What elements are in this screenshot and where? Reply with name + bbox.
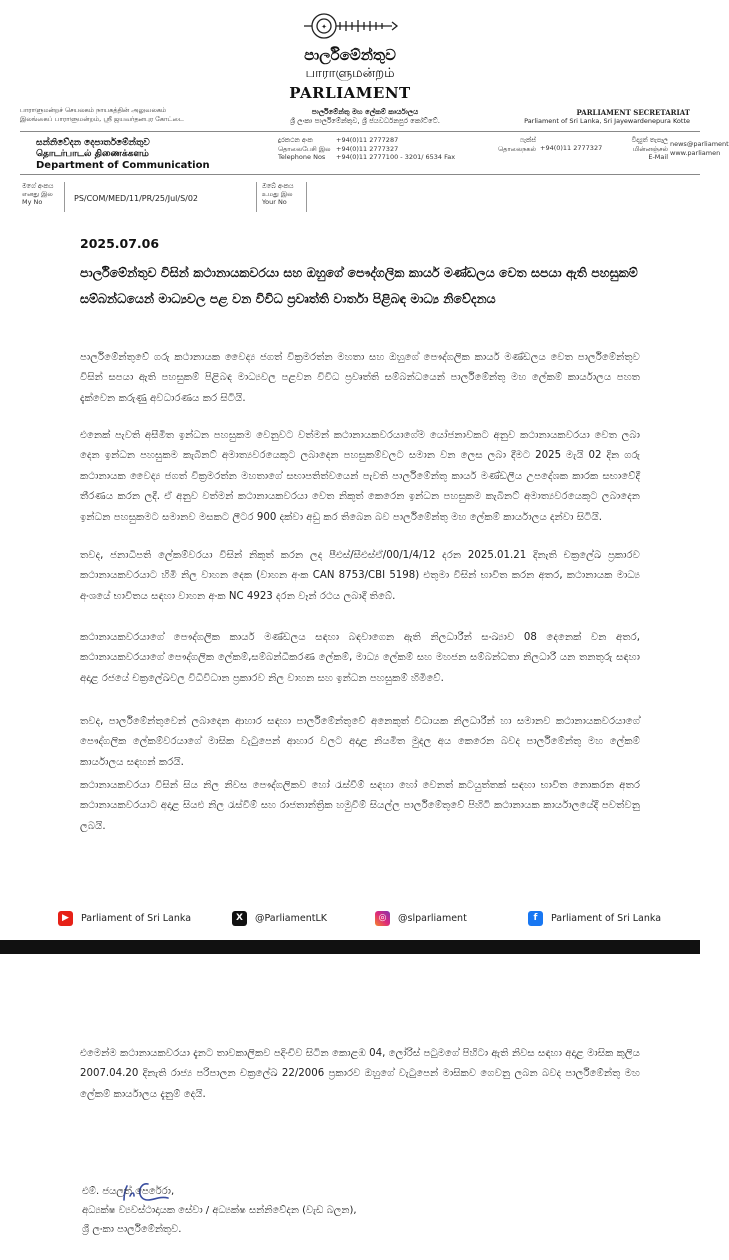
social-x[interactable] bbox=[232, 910, 327, 926]
paragraph-6: කථානායකවරයා විසින් සිය නිල නිවස පෞද්ගලිකව හෝ රැස්වීම් සඳහා හෝ වෙනත් කටයුත්තක් සඳහා භාවිත නොකරන අතර කථානායකවරයාට අදාළ සියළු නිල රැස්වීම් සහ රාජතාන්ත්‍රික හමුවීම් සියල්ල පාර්ලිමේතුවේ පිහිටි කථානායක කාර්යාලයේදී පවත්වනු ලබයි. bbox=[80, 780, 640, 832]
paragraph-5: තවද, පාර්ලිමේන්තුවෙන් ලබාදෙන ආහාර සඳහා පාර්ලිමේන්තුවේ අනෙකුත් විධායක නිලධාරීන් හා සමානව කථානායකවරයාගේ පෞද්ගලික ලේකම්වරයාගේ මාසික වැටුපෙන් ආහාර වලට අදාළ නියමිත මුදල අය කෙරෙන බවද පාර්ලිමේන්තු මහ ලේකම් කාර්යාලය සඳහන් කරයි. bbox=[80, 716, 640, 768]
paragraph-2: එනෙක් පැවති අසීමිත ඉන්ධන පහසුකම වෙනුවට වත්මන් කථානායකවරයාගේම යෝජනාවකට අනුව කථානායකවරයා වෙත ලබා දෙන ඉන්ධන පහසුකම කැබිනට් අමාත්‍යවරයෙකුට ලබාදෙන පහසුකම්වලට සමාන වන ලෙස ලබා දීමට 2025 මැයි 02 දින ගරු කථානායක වෛද්‍ය ජගත් වික්‍රමරත්න මහතාගේ සභාපතිත්වයෙන් පැවති පාර්ලිමේන්තු කාර්ය මණ්ඩලීය උපදේශක කාරක සභාවේදී තීරණය කරන ලදී. ඒ අනුව වත්මන් කථානායකවරයා වෙත නිකුත් කෙරෙන ඉන්ධන පහසුකම කැබිනට් අමාත්‍යවරයෙකුට ලබාදෙන ඉන්ධන පහසුකමට සමානව මසකට ලීටර 900 දක්වා අඩු කර තිබෙන බව පාර්ලිමේන්තු මහ ලේකම් කාර්යාලය දන්වා සිටියි. bbox=[80, 430, 640, 523]
telephone-label-ta: தொலைபேசி இல bbox=[278, 144, 331, 153]
telephone-2: +94(0)11 2777327 bbox=[336, 144, 399, 153]
paragraph-3: තවද, ජනාධිපති ලේකම්වරයා විසින් නිකුත් කරන ලද පීඑස්/සීඑස්ඒ/00/1/4/12 දරන 2025.01.21 දිනැති චක්‍රලේඛ ප්‍රකාරව කථානායකවරයාට හිමි නිල වාහන දෙක (වාහන අංක CAN 8753/CBI 5198) එතුමා විසින් භාවිත කරන අතර, කථානායක මාධ්‍ය අංශයේ භාවිතය සඳහා වාහන අංක NC 4923 දරන වෑන් රථය ලබාදී තිබේ. bbox=[80, 550, 640, 602]
signatory-block bbox=[82, 1182, 642, 1239]
letter-date: 2025.07.06 bbox=[80, 236, 160, 251]
social-facebook[interactable] bbox=[528, 910, 661, 926]
secretariat-sinhala bbox=[270, 108, 460, 126]
paragraph-1: පාර්ලිමේන්තුවේ ගරු කථානායක වෛද්‍ය ජගත් වික්‍රමරත්න මහතා සහ ඔහුගේ පෞද්ගලික කාර්ය මණ්ඩලය වෙත පාර්ලිමේන්තුව විසින් සපයා ඇති පහසුකම් පිළිබඳ මාධ්‍යවල පළවන විවිධ ප්‍රවෘත්ති සම්බන්ධයෙන් පාර්ලිමේන්තු මහ ලේකම් කාර්යාලය පහත දැක්වෙන කරුණු අවධාරණය කර සිටියි. bbox=[80, 352, 640, 404]
department-sinhala: සන්නිවේදන දෙපාර්තමේන්තුව bbox=[36, 138, 150, 148]
facebook-icon: f bbox=[528, 911, 543, 926]
secretariat-sinhala-line-2: ශ්‍රී ලංකා පාර්ලිමේන්තුව, ශ්‍රී ජයවර්ධනපුර කෝට්ටේ. bbox=[290, 117, 440, 125]
secretariat-english-line-1: PARLIAMENT SECRETARIAT bbox=[576, 108, 690, 117]
x-icon: X bbox=[232, 911, 247, 926]
fax-labels bbox=[486, 136, 536, 153]
social-facebook-label: Parliament of Sri Lanka bbox=[551, 912, 662, 924]
email-labels bbox=[618, 136, 668, 162]
my-no-label-si: මගේ අංකය bbox=[22, 182, 54, 190]
telephone-label-si: දුරකථන අංක bbox=[278, 136, 313, 144]
paragraph-4: කථානායකවරයාගේ පෞද්ගලික කාර්ය මණ්ඩලය සඳහා බඳවාගෙන ඇති නිලධාරීන් සංඛ්‍යාව 08 දෙනෙක් වන අතර, කථානායකවරයාගේ පෞද්ගලික ලේකම්,සම්බන්ධීකරණ ලේකම්, මාධ්‍ය ලේකම් සහ මහජන සම්බන්ධතා නිලධාරී යන තනතුරු සඳහා අදාළ රජයේ චක්‍රලේඛවල විධිවිධාන ප්‍රකාරව නිල වාහන සහ ඉන්ධන පහසුකම් හිමිවේ. bbox=[80, 632, 640, 684]
fax-number bbox=[540, 144, 620, 153]
parliament-mace-emblem-icon bbox=[300, 8, 400, 44]
ref-separator-1 bbox=[64, 182, 65, 212]
ref-separator-3 bbox=[306, 182, 307, 212]
masthead-tamil: பாராளுமன்றம் bbox=[305, 66, 395, 81]
your-no-label-si: ඔබේ අංකය bbox=[262, 182, 294, 190]
signatory-designation: අධ්‍යක්ෂ ව්‍යවස්ථාදායක සේවා / අධ්‍යක්ෂ සන්නිවේදන (වැඩ බලන), bbox=[82, 1205, 357, 1216]
youtube-icon: ▶ bbox=[58, 911, 73, 926]
telephone-1: +94(0)11 2777287 bbox=[336, 136, 399, 144]
social-x-label: @ParliamentLK bbox=[255, 912, 327, 924]
paragraph-continued: එමෙන්ම කථානායකවරයා දැනට තාවකාලිකව පදිංචිව සිටින කොළඹ 04, ලෝරිස් පටුමගේ පිහිටා ඇති නිවස සඳහා අදාළ මාසික කුලිය 2007.04.20 දිනැති රාජ්‍ය පරිපාලන චක්‍රලේඛ 22/2006 ප්‍රකාරව ඔහුගේ වැටුපෙන් මාසිකව ගෙවනු ලබන බවද පාර්ලිමේන්තු මහ ලේකම් කාර්යාලය දැනුම් දෙයි. bbox=[80, 1048, 640, 1100]
email-values bbox=[670, 140, 729, 157]
social-instagram[interactable] bbox=[375, 910, 467, 926]
secretariat-english bbox=[470, 108, 690, 126]
contacts-divider bbox=[20, 174, 700, 175]
instagram-icon: ◎ bbox=[375, 911, 390, 926]
svg-text:✦: ✦ bbox=[321, 23, 327, 31]
your-no-labels bbox=[262, 182, 302, 206]
department-english: Department of Communication bbox=[36, 160, 210, 171]
secretariat-tamil-line-1: பாராளுமன்றச் செயலகம் நாயகத்தின் அலுவலகம் bbox=[20, 106, 167, 114]
my-no-label-ta: எனது இல bbox=[22, 190, 53, 198]
your-no-label-ta: உமது இல bbox=[262, 190, 293, 198]
email-label-si: විද්‍යුත් තැපෑල bbox=[631, 136, 668, 144]
secretariat-tamil-line-2: இலங்கைப் பாராளுமன்றம், ஸ்ரீ ஜயவர்தனபுர கோட்டை bbox=[20, 115, 184, 123]
social-youtube-label: Parliament of Sri Lanka bbox=[81, 912, 192, 924]
email-label-ta: மின்னஞ்சல் bbox=[633, 144, 668, 153]
department-block bbox=[36, 138, 256, 171]
social-youtube[interactable] bbox=[58, 910, 191, 926]
fax-value: +94(0)11 2777327 bbox=[540, 144, 603, 152]
website-address[interactable]: www.parliamen bbox=[670, 148, 721, 157]
fax-label-si: ෆැක්ස් bbox=[519, 136, 536, 144]
email-label-en: E-Mail bbox=[648, 153, 668, 161]
my-reference-number: PS/COM/MED/11/PR/25/Jul/S/02 bbox=[74, 194, 199, 203]
signatory-name: එම්. ජයලත් පෙරේරා, bbox=[82, 1186, 175, 1197]
ref-separator-2 bbox=[256, 182, 257, 212]
secretariat-sinhala-line-1: පාර්ලිමේන්තු මහ ලේකම් කාර්යාලය bbox=[311, 108, 419, 116]
header-divider bbox=[20, 131, 700, 132]
department-tamil: தொடர்பாடல் திணைக்களம் bbox=[36, 149, 149, 159]
telephone-3: +94(0)11 2777100 - 3201/ 6534 Fax bbox=[336, 153, 456, 161]
page-separator bbox=[0, 940, 700, 954]
social-instagram-label: @slparliament bbox=[398, 912, 467, 924]
press-release-title: පාර්ලිමේන්තුව විසින් කථානායකවරයා සහ ඔහුගේ පෞද්ගලික කාර්ය මණ්ඩලය වෙත සපයා ඇති පහසුකම් සම්බන්ධයෙන් මාධ්‍යවල පළ වන විවිධ ප්‍රවෘත්ති වාර්තා පිළිබඳ මාධ්‍ය නිවේදනය bbox=[80, 265, 638, 306]
my-no-label-en: My No bbox=[22, 198, 43, 206]
masthead-sinhala: පාර්ලිමේන්තුව bbox=[304, 46, 396, 64]
email-address[interactable]: news@parliament bbox=[670, 140, 729, 148]
secretariat-english-line-2: Parliament of Sri Lanka, Sri Jayewardenepura Kotte bbox=[524, 117, 690, 125]
my-no-labels bbox=[22, 182, 62, 206]
telephone-numbers bbox=[336, 136, 496, 162]
fax-label-ta: தொலைநகல் bbox=[498, 144, 536, 153]
telephone-label-en: Telephone Nos bbox=[278, 153, 326, 161]
signatory-organization: ශ්‍රී ලංකා පාර්ලිමේන්තුව. bbox=[82, 1224, 182, 1235]
masthead-english: PARLIAMENT bbox=[289, 84, 411, 102]
your-no-label-en: Your No bbox=[262, 198, 287, 206]
secretariat-tamil bbox=[20, 106, 260, 124]
